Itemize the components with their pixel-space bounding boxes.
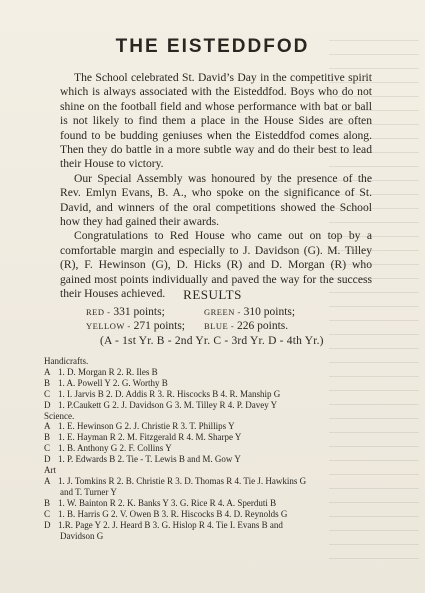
list-item <box>44 520 384 531</box>
list-item <box>44 509 384 520</box>
list-item <box>44 454 384 465</box>
paragraph: Congratulations to Red House who came out on top by a comfortable margin and especially to J. Davidson (G). M. Tilley (R), F. Hewinson (G), D. Hicks (R) and D. Morgan (R) who gained most points individually and paved the way for the success their Houses achieved. <box>60 229 372 301</box>
result-text: 1.R. Page Y 2. J. Heard B 3. G. Hislop R 4. Tie I. Evans B and <box>58 519 283 530</box>
points-row <box>86 320 366 334</box>
category-heading: Art <box>44 465 56 476</box>
list-item <box>44 432 384 443</box>
house-label: GREEN - <box>204 307 241 317</box>
result-text: 1. E. Hayman R 2. M. Fitzgerald R 4. M. Sharpe Y <box>58 432 242 443</box>
year-letter: C <box>44 388 51 399</box>
list-item <box>44 421 384 432</box>
result-text: 1. W. Bainton R 2. K. Banks Y 3. G. Rice R 4. A. Sperduti B <box>58 497 277 508</box>
house-label: RED - <box>86 307 111 317</box>
list-item <box>44 400 384 411</box>
year-letter: C <box>44 508 51 519</box>
list-item <box>44 389 384 400</box>
result-text: 1. B. Harris G 2. V. Owen B 3. R. Hiscocks B 4. D. Reynolds G <box>58 508 288 519</box>
article-body <box>60 71 372 302</box>
yellow-points <box>86 320 204 334</box>
result-text: 1. I. Jarvis B 2. D. Addis R 3. R. Hiscocks B 4. R. Manship G <box>58 388 281 399</box>
paragraph: Our Special Assembly was honoured by the presence of the Rev. Emlyn Evans, B. A., who spoke on the significance of St. David, and winners of the oral competitions showed the School how they had gained their awards. <box>60 171 372 229</box>
results-list <box>44 356 384 541</box>
green-points <box>204 306 364 320</box>
house-label: BLUE - <box>204 320 235 331</box>
list-item <box>44 498 384 509</box>
results-heading: RESULTS <box>183 287 242 302</box>
category-heading: Handicrafts. <box>44 356 89 366</box>
points-value: 331 points; <box>113 306 165 318</box>
year-letter: A <box>44 421 51 432</box>
points-row <box>86 306 366 320</box>
paragraph: The School celebrated St. David’s Day in the competitive spirit which is always associated with the Eisteddfod. Boys who do not shine on the football field and whose performance with bat or ball is not likely to find them a place in the House Sides are often found to be budding geniuses when the Eisteddfod comes along. Then they do battle in a more subtle way and do their best to lead their House to victory. <box>60 71 372 171</box>
year-letter: D <box>44 399 51 410</box>
points-value: 226 points. <box>237 319 289 332</box>
result-continuation: and T. Turner Y <box>60 486 117 497</box>
result-text: 1. B. Anthony G 2. F. Collins Y <box>58 443 172 454</box>
result-text: 1. E. Hewinson G 2. J. Christie R 3. T. Phillips Y <box>58 421 235 432</box>
year-letter: A <box>44 475 51 486</box>
result-text: 1. P. Edwards B 2. Tie - T. Lewis B and M. Gow Y <box>58 454 241 465</box>
page-title: THE EISTEDDFOD <box>115 36 310 57</box>
year-letter: B <box>44 377 51 388</box>
points-value: 310 points; <box>243 306 296 318</box>
result-text: 1. D. Morgan R 2. R. Iles B <box>58 366 158 377</box>
year-letter: D <box>44 519 51 530</box>
list-item <box>44 378 384 389</box>
list-item <box>44 367 384 378</box>
year-letter: A <box>44 366 51 377</box>
list-item <box>44 476 384 487</box>
year-letter: C <box>44 443 51 454</box>
house-points <box>86 306 366 333</box>
result-text: 1. A. Powell Y 2. G. Worthy B <box>58 377 168 388</box>
year-letter: B <box>44 432 51 443</box>
result-text: 1. P.Caukett G 2. J. Davidson G 3. M. Tilley R 4. P. Davey Y <box>58 399 278 410</box>
result-text: 1. J. Tomkins R 2. B. Christie R 3. D. Thomas R 4. Tie J. Hawkins G <box>58 475 307 486</box>
category-heading: Science. <box>44 410 75 421</box>
house-label: YELLOW - <box>86 320 131 331</box>
year-key: (A - 1st Yr. B - 2nd Yr. C - 3rd Yr. D - 4th Yr.) <box>100 335 324 347</box>
blue-points <box>204 320 364 334</box>
year-letter: D <box>44 454 51 465</box>
points-value: 271 points; <box>133 319 185 332</box>
list-item <box>44 443 384 454</box>
result-continuation: Davidson G <box>60 530 104 541</box>
red-points <box>86 306 204 320</box>
year-letter: B <box>44 497 51 508</box>
